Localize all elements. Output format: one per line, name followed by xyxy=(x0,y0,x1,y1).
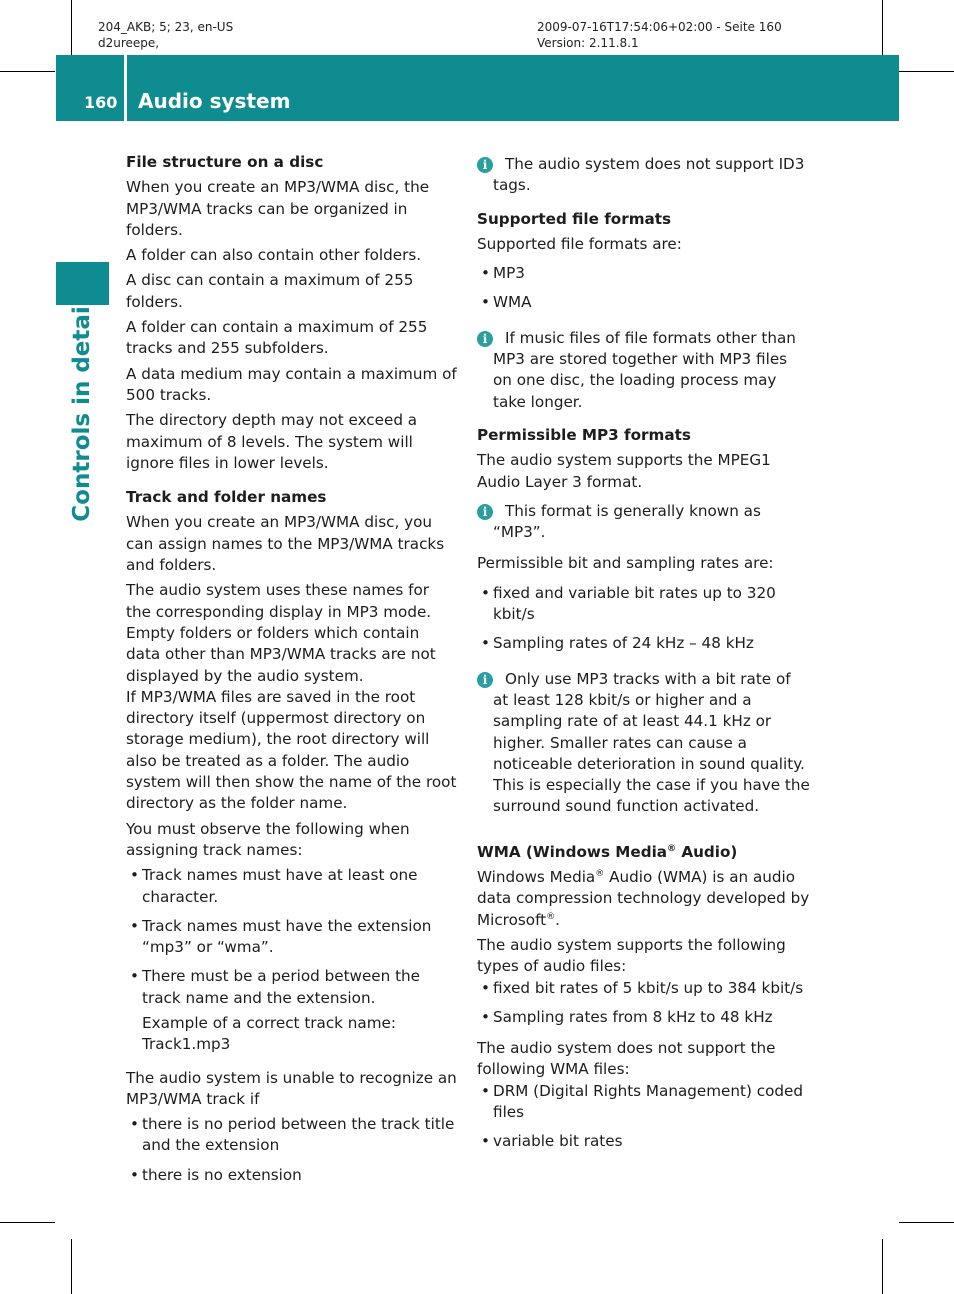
list-item-text: There must be a period between the track name and the extension. xyxy=(142,967,421,1007)
heading-mp3-formats: Permissible MP3 formats xyxy=(477,425,691,444)
heading-file-structure: File structure on a disc xyxy=(126,153,324,171)
bullet: • xyxy=(481,1007,490,1026)
list-item xyxy=(477,1131,810,1152)
print-meta-left xyxy=(98,19,233,51)
list-item xyxy=(477,633,810,654)
list-item xyxy=(477,1081,810,1124)
bullet: • xyxy=(130,1115,139,1134)
info-icon: i xyxy=(477,331,493,347)
info-note xyxy=(477,501,810,544)
print-meta-right xyxy=(537,19,782,51)
crop-mark xyxy=(899,71,954,72)
crop-mark xyxy=(882,1239,883,1294)
paragraph: When you create an MP3/WMA disc, you can assign names to the MP3/WMA tracks and folders. xyxy=(126,513,445,575)
bullet: • xyxy=(481,583,490,602)
crop-mark xyxy=(71,0,72,55)
list-item xyxy=(126,1165,458,1186)
list-item-text: MP3 xyxy=(493,264,525,283)
note-text: This format is generally known as “MP3”. xyxy=(493,501,761,542)
list-item-text: fixed and variable bit rates up to 320 kbit/s xyxy=(493,583,776,624)
list-item-text: WMA xyxy=(493,293,532,312)
info-icon: i xyxy=(477,504,493,520)
crop-mark xyxy=(0,1222,55,1223)
meta-right-line2: Version: 2.11.8.1 xyxy=(537,36,639,50)
info-icon: i xyxy=(477,157,493,173)
list-item xyxy=(126,916,458,959)
list-item-text: Track names must have the extension “mp3” or “wma”. xyxy=(142,916,432,957)
paragraph: The audio system does not support the following WMA files: xyxy=(477,1039,776,1079)
info-note xyxy=(477,154,810,197)
list-item-text: fixed bit rates of 5 kbit/s up to 384 kbit/s xyxy=(493,978,804,997)
side-chapter-text: Controls in detail xyxy=(69,298,95,522)
list-item-text: Sampling rates from 8 kHz to 48 kHz xyxy=(493,1007,773,1026)
bullet: • xyxy=(130,866,139,885)
paragraph: Permissible bit and sampling rates are: xyxy=(477,554,774,573)
bullet: • xyxy=(481,264,490,283)
list-item xyxy=(477,1007,810,1028)
note-text: If music files of file formats other than MP3 are stored together with MP3 files on one disc, the loading process may take longer. xyxy=(493,328,796,411)
list-item-text: there is no extension xyxy=(142,1165,302,1184)
text-run: . xyxy=(555,910,560,929)
page-number: 160 xyxy=(84,93,118,112)
crop-mark xyxy=(0,71,55,72)
paragraph: A disc can contain a maximum of 255 folders. xyxy=(126,271,414,311)
heading-track-names: Track and folder names xyxy=(126,488,327,507)
list-item-example: Example of a correct track name: Track1.mp3 xyxy=(142,1013,396,1054)
crop-mark xyxy=(882,0,883,55)
list-item xyxy=(126,966,458,1055)
bullet: • xyxy=(130,916,139,935)
list-item xyxy=(477,583,810,626)
info-icon: i xyxy=(477,672,493,688)
paragraph: When you create an MP3/WMA disc, the MP3/WMA tracks can be organized in folders. xyxy=(126,178,430,239)
heading-wma-a: WMA (Windows Media xyxy=(477,842,668,861)
paragraph: If MP3/WMA files are saved in the root directory itself (uppermost directory on storage medium), the root directory will also be treated as a folder. The audio system will then show the name of the root directory as the folder name. xyxy=(126,687,457,813)
header-divider xyxy=(124,55,127,121)
meta-left-line2: d2ureepe, xyxy=(98,36,160,50)
list-item xyxy=(477,263,810,284)
text-run: Windows Media xyxy=(477,868,596,887)
info-note xyxy=(477,328,810,413)
heading-wma-b: Audio) xyxy=(676,842,738,861)
note-text: The audio system does not support ID3 tags. xyxy=(493,155,805,195)
bullet: • xyxy=(481,1132,490,1151)
heading-supported-formats: Supported file formats xyxy=(477,209,672,228)
bullet: • xyxy=(481,1081,490,1100)
paragraph: The audio system supports the following types of audio files: xyxy=(477,935,786,976)
right-column xyxy=(477,154,810,1161)
crop-mark xyxy=(899,1222,954,1223)
registered-mark: ® xyxy=(595,868,605,879)
bullet: • xyxy=(130,967,139,986)
paragraph: The audio system is unable to recognize an MP3/WMA track if xyxy=(126,1068,457,1108)
registered-mark: ® xyxy=(546,911,556,922)
list-item-text: DRM (Digital Rights Management) coded files xyxy=(493,1081,803,1121)
list-item-text: Sampling rates of 24 kHz – 48 kHz xyxy=(493,634,754,653)
registered-mark: ® xyxy=(667,843,677,854)
meta-right-line1: 2009-07-16T17:54:06+02:00 - Seite 160 xyxy=(537,20,782,34)
paragraph: A data medium may contain a maximum of 500 tracks. xyxy=(126,364,457,404)
bullet: • xyxy=(130,1165,139,1184)
section-title: Audio system xyxy=(138,89,291,113)
paragraph xyxy=(477,867,810,931)
list-item-text: variable bit rates xyxy=(493,1132,623,1151)
paragraph: A folder can contain a maximum of 255 tracks and 255 subfolders. xyxy=(126,318,428,358)
note-text: Only use MP3 tracks with a bit rate of at least 128 kbit/s or higher and a sampling rate of at least 44.1 kHz or higher. Smaller rates can cause a noticeable deterioration in sound quality. This is especially the case if you have the surround sound function activated. xyxy=(493,669,810,816)
bullet: • xyxy=(481,978,490,997)
list-item xyxy=(477,292,810,313)
paragraph: A folder can also contain other folders. xyxy=(126,246,422,265)
info-note xyxy=(477,669,810,818)
paragraph: Supported file formats are: xyxy=(477,234,682,253)
paragraph: The directory depth may not exceed a maximum of 8 levels. The system will ignore files in lower levels. xyxy=(126,411,418,472)
left-column xyxy=(126,152,458,1194)
bullet: • xyxy=(481,293,490,312)
list-item-text: Track names must have at least one character. xyxy=(142,866,418,906)
paragraph: The audio system supports the MPEG1 Audio Layer 3 format. xyxy=(477,451,771,491)
paragraph: You must observe the following when assigning track names: xyxy=(126,819,410,859)
crop-mark xyxy=(71,1239,72,1294)
paragraph: The audio system uses these names for the corresponding display in MP3 mode. Empty folders or folders which contain data other than MP3/WMA tracks are not displayed by the audio system. xyxy=(126,581,436,685)
list-item-text: there is no period between the track title and the extension xyxy=(142,1115,455,1155)
list-item xyxy=(126,1114,458,1157)
text-run: Audio (WMA) is an audio data compression technology developed by Microsoft xyxy=(477,868,810,929)
heading-wma xyxy=(477,842,810,863)
meta-left-line1: 204_AKB; 5; 23, en-US xyxy=(98,20,234,34)
bullet: • xyxy=(481,634,490,653)
list-item xyxy=(126,865,458,908)
list-item xyxy=(477,978,810,999)
